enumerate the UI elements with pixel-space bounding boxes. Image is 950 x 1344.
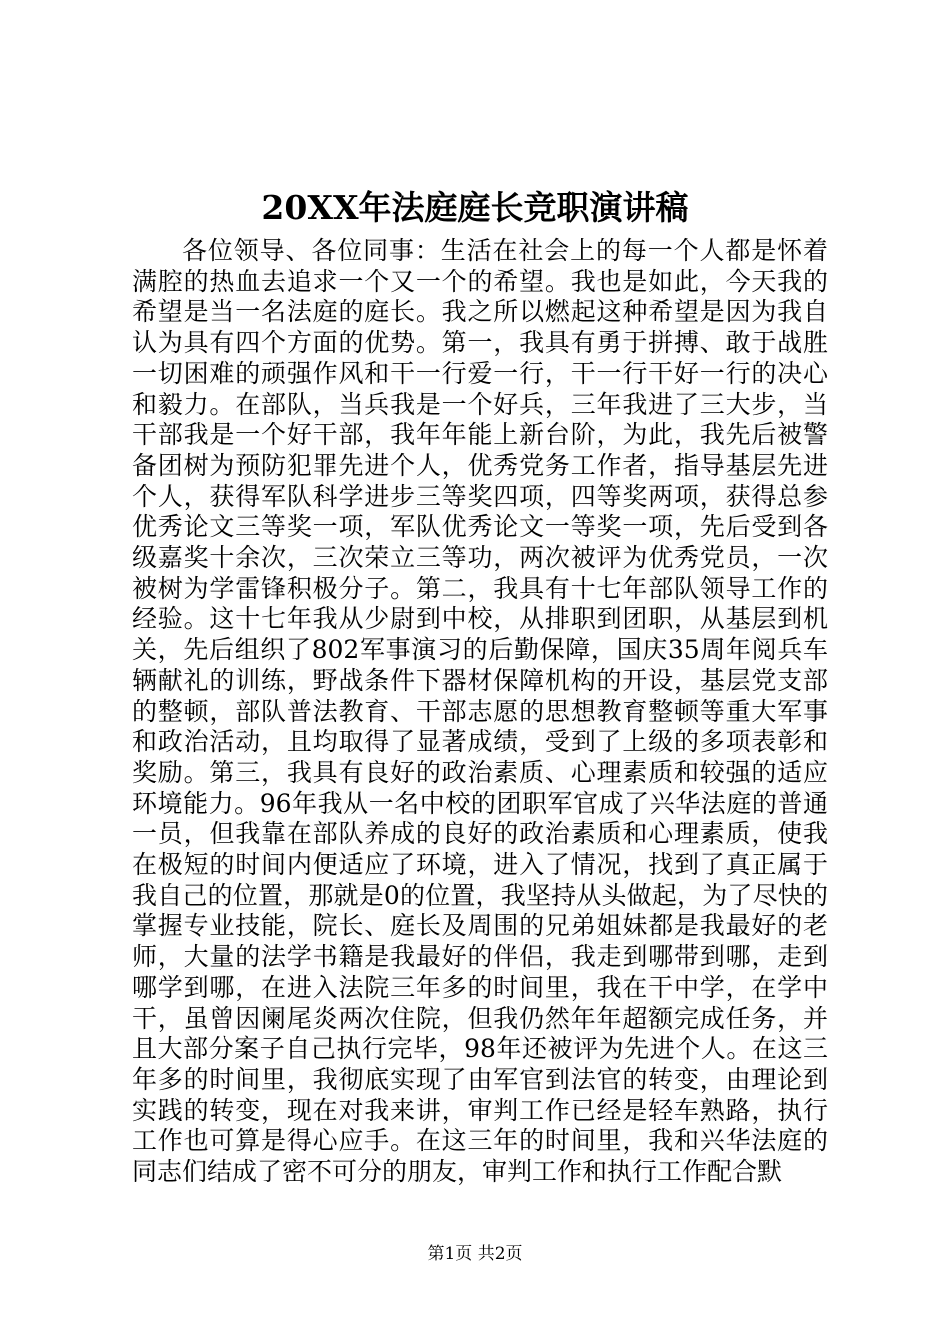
document-body-paragraph: 各位领导、各位同事：生活在社会上的每一个人都是怀着满腔的热血去追求一个又一个的希望。我也是如此，今天我的希望是当一名法庭的庭长。我之所以燃起这种希望是因为我自认为具有四个方面的优势。第一，我具有勇于拼搏、敢于战胜一切困难的顽强作风和干一行爱一行，干一行干好一行的决心和毅力。在部队，当兵我是一个好兵，三年我进了三大步，当干部我是一个好干部，我年年能上新台阶，为此，我先后被警备团树为预防犯罪先进个人，优秀党务工作者，指导基层先进个人，获得军队科学进步三等奖四项，四等奖两项，获得总参优秀论文三等奖一项，军队优秀论文一等奖一项，先后受到各级嘉奖十余次，三次荣立三等功，两次被评为优秀党员，一次被树为学雷锋积极分子。第二，我具有十七年部队领导工作的经验。这十七年我从少尉到中校，从排职到团职，从基层到机关，先后组织了802军事演习的后勤保障，国庆35周年阅兵车辆献礼的训练，野战条件下器材保障机构的开设，基层党支部的整顿，部队普法教育、干部志愿的思想教育整顿等重大军事和政治活动，且均取得了显著成绩，受到了上级的多项表彰和奖励。第三，我具有良好的政治素质、心理素质和较强的适应环境能力。96年我从一名中校的团职军官成了兴华法庭的普通一员，但我靠在部队养成的良好的政治素质和心理素质，使我在极短的时间内便适应了环境，进入了情况，找到了真正属于我自己的位置，那就是0的位置，我坚持从头做起，为了尽快的掌握专业技能，院长、庭长及周围的兄弟姐妹都是我最好的老师，大量的法学书籍是我最好的伴侣，我走到哪带到哪，走到哪学到哪，在进入法院三年多的时间里，我在干中学，在学中干，虽曾因阑尾炎两次住院，但我仍然年年超额完成任务，并且大部分案子自己执行完毕，98年还被评为先进个人。在这三年多的时间里，我彻底实现了由军官到法官的转变，由理论到实践的转变，现在对我来讲，审判工作已经是轻车熟路，执行工作也可算是得心应手。在这三年的时间里，我和兴华法庭的同志们结成了密不可分的朋友，审判工作和执行工作配合默 (132, 236, 828, 1187)
document-title: 20XX年法庭庭长竞职演讲稿 (261, 188, 689, 227)
page-number-footer: 第1页 共2页 (427, 1244, 523, 1264)
